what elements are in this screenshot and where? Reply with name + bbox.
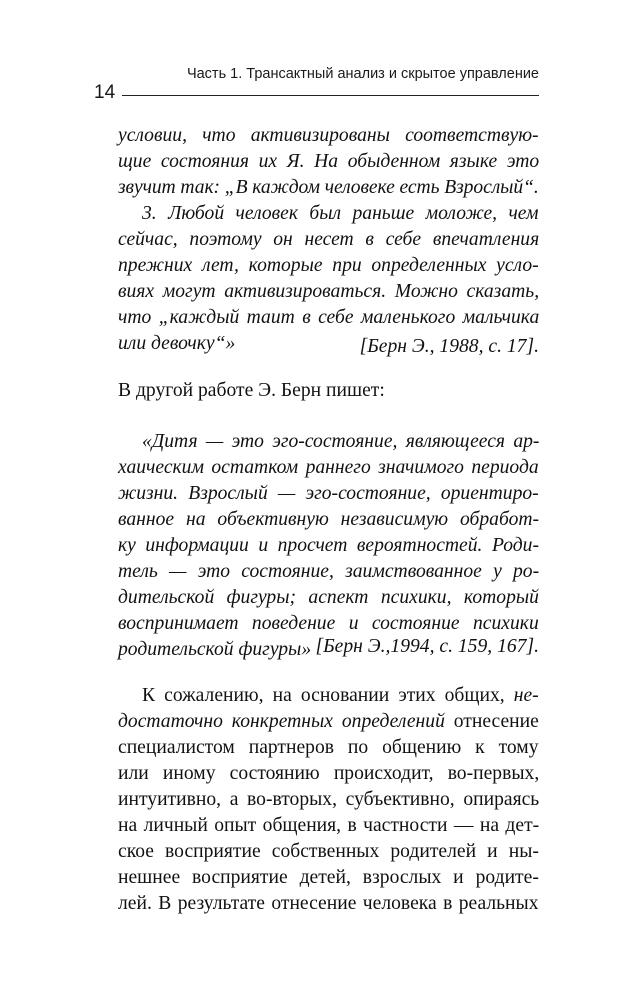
quote1-line: сейчас, поэтому он несет в себе впечатления xyxy=(118,229,540,250)
quote1-line: 3. Любой человек был раньше моложе, чем xyxy=(142,203,539,224)
quote2-line: тель — это состояние, заимствованное у ро- xyxy=(118,561,540,582)
citation-2: [Берн Э.,1994, с. 159, 167]. xyxy=(315,636,539,657)
header-rule xyxy=(122,95,539,96)
quote2-line: жизни. Взрослый — эго-состояние, ориентиро- xyxy=(118,483,539,504)
quote1-line: прежних лет, которые при определенных усло- xyxy=(118,255,539,276)
page-header xyxy=(94,66,539,106)
quote2-line: воспринимает поведение и состояние психики xyxy=(118,613,539,634)
quote1-line: или девочку“» xyxy=(118,333,236,354)
quote2-line: ванное на объективную независимую обработ- xyxy=(118,509,540,530)
paragraph-line: нешнее восприятие детей, взрослых и родите- xyxy=(118,867,539,888)
quote2-line: родительской фигуры» xyxy=(118,639,312,660)
page-number: 14 xyxy=(94,82,116,103)
paragraph-line: или иному состоянию происходит, во-первых, xyxy=(118,763,540,784)
citation-1: [Берн Э., 1988, с. 17]. xyxy=(359,336,539,357)
quote1-line: звучит так: „В каждом человеке есть Взрослый“. xyxy=(118,177,539,198)
quote1-line: что „каждый таит в себе маленького мальчика xyxy=(118,307,540,328)
quote2-line: ку информации и просчет вероятностей. Роди- xyxy=(118,535,539,556)
paragraph-line: интуитивно, а во-вторых, субъективно, опираясь xyxy=(118,789,540,810)
quote1-line: виях могут активизироваться. Можно сказать, xyxy=(118,281,540,302)
paragraph-line: специалистом партнеров по общению к тому xyxy=(118,737,539,758)
quote2-line: дительской фигуры; аспект психики, который xyxy=(118,587,539,608)
paragraph-line: лей. В результате отнесение человека в реальных xyxy=(118,893,539,914)
intro-sentence: В другой работе Э. Берн пишет: xyxy=(118,380,385,401)
running-title: Часть 1. Трансактный анализ и скрытое управление xyxy=(186,66,539,82)
quote2-line: хаическим остатком раннего значимого периода xyxy=(118,457,539,478)
quote2-line: «Дитя — это эго-состояние, являющееся ар- xyxy=(142,431,540,452)
paragraph-line: достаточно конкретных определений отнесение xyxy=(118,711,539,732)
quote1-line: условии, что активизированы соответствую- xyxy=(118,125,539,146)
paragraph-line: К сожалению, на основании этих общих, не- xyxy=(142,685,539,706)
paragraph-line: на личный опыт общения, в частности — на дет- xyxy=(118,815,540,836)
paragraph-line: ское восприятие собственных родителей и ны- xyxy=(118,841,539,862)
quote1-line: щие состояния их Я. На обыденном языке это xyxy=(118,151,540,172)
